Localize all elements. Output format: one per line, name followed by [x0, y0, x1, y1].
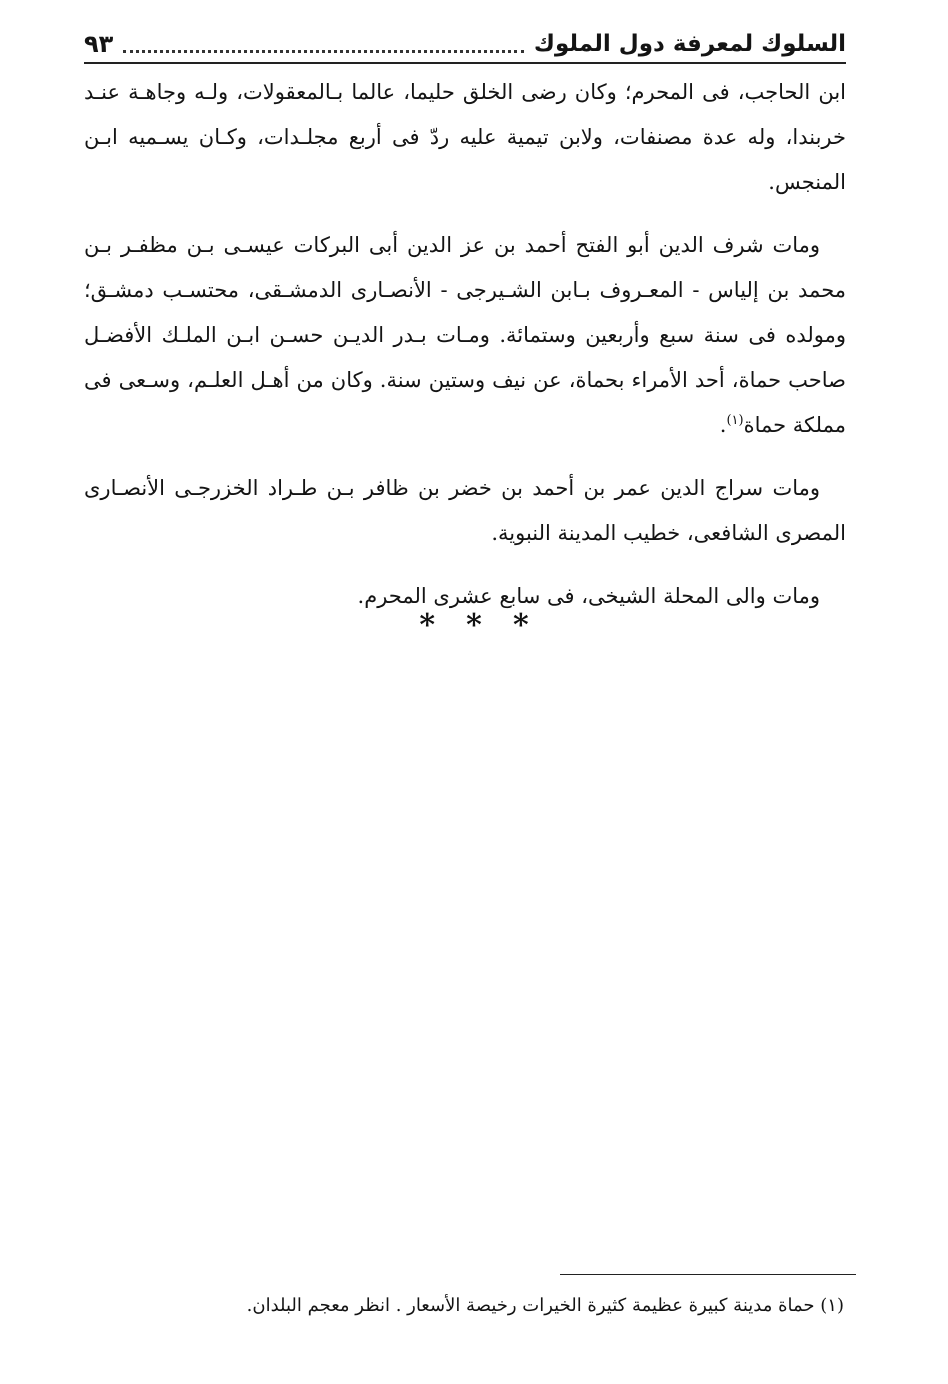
- paragraph-2-tail: .: [719, 413, 727, 437]
- body-text: [84, 70, 846, 637]
- separator-star: *: [419, 608, 436, 643]
- running-header: [84, 26, 846, 64]
- footnote-text: حماة مدينة كبيرة عظيمة كثيرة الخيرات رخيصة الأسعار . انظر معجم البلدان.: [246, 1295, 815, 1316]
- paragraph-1-text: ابن الحاجب، فى المحرم؛ وكان رضى الخلق حليما، عالما بـالمعقولات، ولـه وجاهـة عنـد خربندا، وله عدة مصنفات، ولابن تيمية عليه ردّ فى أربع مجلـدات، وكـان يسـميه ابـن المنجس.: [84, 80, 846, 194]
- paragraph-2-text: ومات شرف الدين أبو الفتح أحمد بن عز الدين أبى البركات عيسـى بـن مظفـر بـن محمد بن إلياس - المعـروف بـابن الشـيرجى - الأنصـارى الدمشـقى، محتسـب دمشـق؛ ومولده فى سنة سبع وأربعين وستمائة. ومـات بـدر الديـن حسـن ابـن الملـك الأفضـل صاحب حماة، أحد الأمراء بحماة، عن نيف وستين سنة. وكان من أهـل العلـم، وسـعى فى مملكة حماة: [84, 233, 846, 437]
- paragraph-3-text: ومات سراج الدين عمر بن أحمد بن خضر بن ظافر بـن طـراد الخزرجـى الأنصـارى المصرى الشافعى، خطيب المدينة النبوية.: [84, 476, 846, 545]
- paragraph-2: [84, 223, 846, 448]
- paragraph-1: [84, 70, 846, 205]
- footnote: [160, 1290, 844, 1322]
- footnote-reference[interactable]: (١): [726, 413, 744, 428]
- footnote-marker: (١): [820, 1295, 844, 1316]
- paragraph-4-text: ومات والى المحلة الشيخى، فى سابع عشرى المحرم.: [357, 584, 820, 608]
- section-separator: [0, 608, 948, 643]
- paragraph-3: [84, 466, 846, 556]
- header-title: السلوك لمعرفة دول الملوك: [533, 31, 846, 57]
- separator-star: *: [466, 608, 482, 643]
- header-dot-leader: [123, 36, 524, 53]
- separator-star: *: [512, 608, 529, 643]
- page-number: ٩٣: [84, 30, 114, 58]
- footnote-divider: [560, 1274, 856, 1275]
